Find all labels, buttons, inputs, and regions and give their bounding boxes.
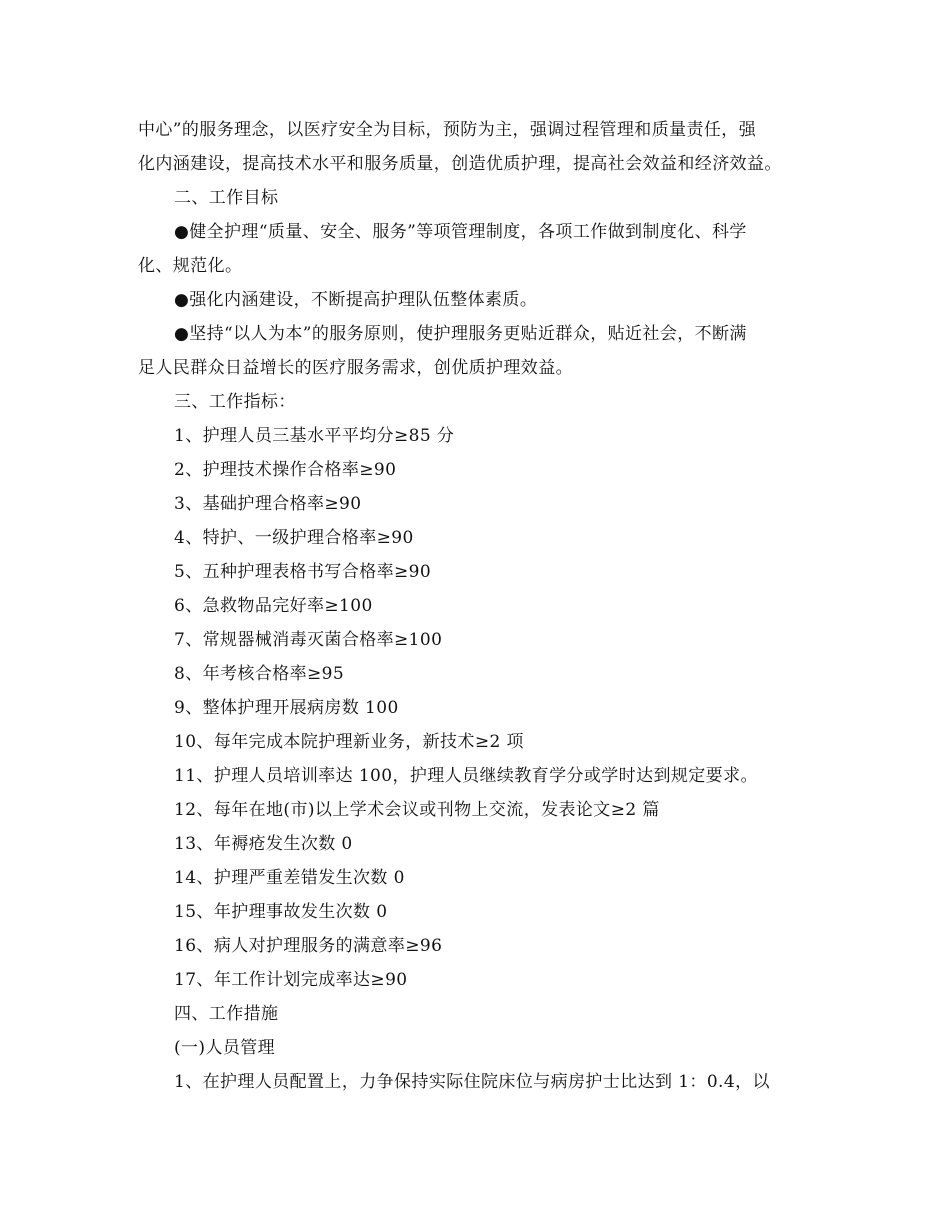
- indicator-item: 2、护理技术操作合格率≥90: [174, 460, 397, 480]
- indicator-item: 15、年护理事故发生次数 0: [174, 902, 388, 922]
- bullet-item: ●健全护理“质量、安全、服务”等项管理制度，各项工作做到制度化、科学: [174, 222, 747, 242]
- indicator-item: 7、常规器械消毒灭菌合格率≥100: [174, 630, 443, 650]
- measure-item: 1、在护理人员配置上，力争保持实际住院床位与病房护士比达到 1：0.4，以: [174, 1072, 770, 1092]
- indicator-item: 9、整体护理开展病房数 100: [174, 698, 399, 718]
- indicator-item: 14、护理严重差错发生次数 0: [174, 868, 405, 888]
- bullet-item-continuation: 足人民群众日益增长的医疗服务需求，创优质护理效益。: [138, 358, 573, 378]
- indicator-item: 6、急救物品完好率≥100: [174, 596, 373, 616]
- section-heading: 二、工作目标: [174, 188, 279, 208]
- section-heading: 四、工作措施: [174, 1004, 279, 1024]
- indicator-item: 1、护理人员三基水平平均分≥85 分: [174, 426, 455, 446]
- indicator-item: 11、护理人员培训率达 100，护理人员继续教育学分或学时达到规定要求。: [174, 766, 758, 786]
- indicator-item: 10、每年完成本院护理新业务，新技术≥2 项: [174, 732, 524, 752]
- indicator-item: 12、每年在地(市)以上学术会议或刊物上交流，发表论文≥2 篇: [174, 800, 660, 820]
- indicator-item: 4、特护、一级护理合格率≥90: [174, 528, 414, 548]
- subsection-heading: (一)人员管理: [174, 1038, 276, 1058]
- indicator-item: 5、五种护理表格书写合格率≥90: [174, 562, 432, 582]
- bullet-item: ●坚持“以人为本”的服务原则，使护理服务更贴近群众，贴近社会，不断满: [174, 324, 747, 344]
- paragraph-line: 化内涵建设，提高技术水平和服务质量，创造优质护理，提高社会效益和经济效益。: [138, 154, 782, 174]
- bullet-item: ●强化内涵建设，不断提高护理队伍整体素质。: [174, 290, 538, 310]
- indicator-item: 16、病人对护理服务的满意率≥96: [174, 936, 443, 956]
- indicator-item: 17、年工作计划完成率达≥90: [174, 970, 408, 990]
- paragraph-line: 中心”的服务理念，以医疗安全为目标，预防为主，强调过程管理和质量责任，强: [138, 120, 757, 140]
- bullet-item-continuation: 化、规范化。: [138, 256, 243, 276]
- indicator-item: 13、年褥疮发生次数 0: [174, 834, 353, 854]
- section-heading: 三、工作指标：: [174, 392, 296, 412]
- indicator-item: 3、基础护理合格率≥90: [174, 494, 362, 514]
- indicator-item: 8、年考核合格率≥95: [174, 664, 345, 684]
